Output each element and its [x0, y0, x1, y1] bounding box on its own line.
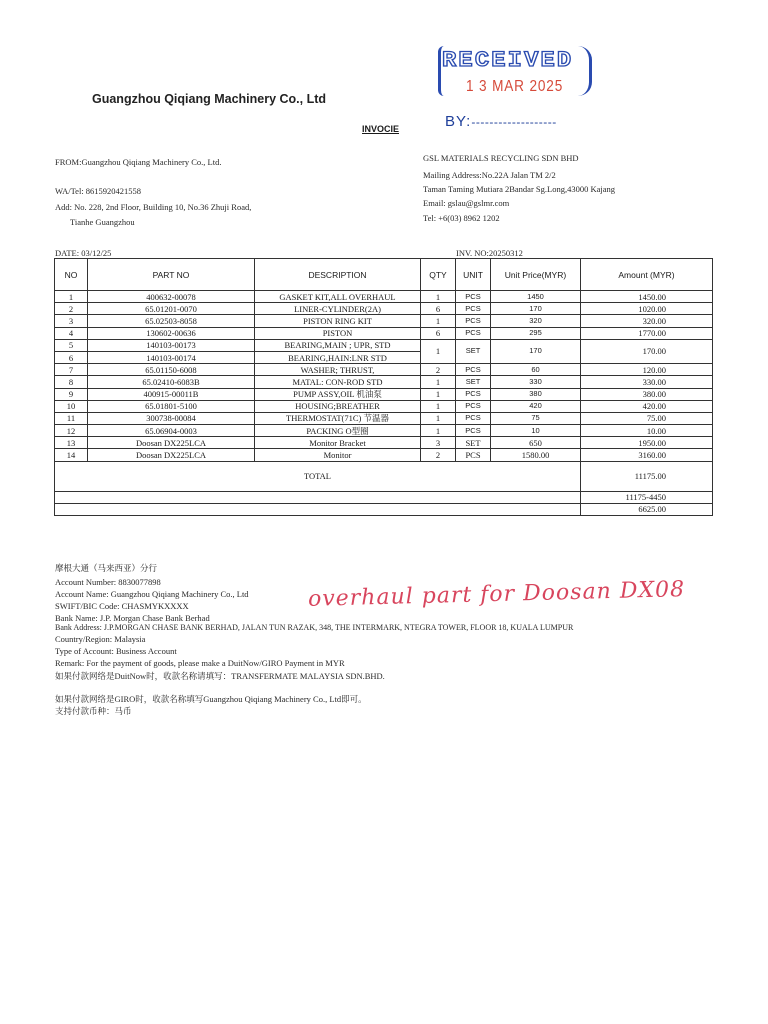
cell-part-no: Doosan DX225LCA — [88, 437, 255, 449]
cell-no: 6 — [55, 351, 88, 363]
cell-amount: 75.00 — [581, 412, 713, 424]
cell-unit-price: 170 — [491, 303, 581, 315]
cell-unit-price: 1450 — [491, 291, 581, 303]
bank-account-number: Account Number: 8830077898 — [55, 577, 161, 587]
cell-no: 2 — [55, 303, 88, 315]
bank-country: Country/Region: Malaysia — [55, 634, 146, 644]
table-header-row — [55, 259, 713, 291]
table-row — [55, 400, 713, 412]
cell-part-no: 140103-00173 — [88, 339, 255, 351]
cell-no: 1 — [55, 291, 88, 303]
cell-unit: SET — [456, 376, 491, 388]
cell-description: BEARING,MAIN ; UPR, STD — [255, 339, 421, 351]
table-row — [55, 339, 713, 351]
cell-amount: 120.00 — [581, 364, 713, 376]
cell-part-no: 65.06904-0003 — [88, 425, 255, 437]
cell-amount: 330.00 — [581, 376, 713, 388]
cell-unit-price: 650 — [491, 437, 581, 449]
cell-amount: 380.00 — [581, 388, 713, 400]
cell-no: 12 — [55, 425, 88, 437]
to-tel: Tel: +6(03) 8962 1202 — [423, 213, 500, 223]
cell-qty: 1 — [421, 388, 456, 400]
cell-part-no: 65.02410-6083B — [88, 376, 255, 388]
table-row — [55, 303, 713, 315]
cell-qty: 1 — [421, 376, 456, 388]
cell-qty: 1 — [421, 400, 456, 412]
cell-unit-price: 75 — [491, 412, 581, 424]
cell-part-no: 400632-00078 — [88, 291, 255, 303]
cell-unit: PCS — [456, 425, 491, 437]
duitnow-note: 如果付款网络是DuitNow时，收款名称请填写：TRANSFERMATE MALAYSIA SDN.BHD. — [55, 671, 385, 681]
cell-no: 10 — [55, 400, 88, 412]
cell-description: Monitor Bracket — [255, 437, 421, 449]
table-row — [55, 388, 713, 400]
table-row — [55, 291, 713, 303]
header-part-no: PART NO — [88, 259, 255, 291]
cell-amount: 1020.00 — [581, 303, 713, 315]
table-row — [55, 364, 713, 376]
cell-amount: 1450.00 — [581, 291, 713, 303]
cell-no: 11 — [55, 412, 88, 424]
cell-no: 7 — [55, 364, 88, 376]
invoice-date: DATE: 03/12/25 — [55, 248, 112, 258]
cell-part-no: 130602-00636 — [88, 327, 255, 339]
bank-swift: SWIFT/BIC Code: CHASMYKXXXX — [55, 601, 189, 611]
cell-qty: 1 — [421, 412, 456, 424]
cell-description: GASKET KIT,ALL OVERHAUL — [255, 291, 421, 303]
cell-description: THERMOSTAT(71C) 节温器 — [255, 412, 421, 424]
by-signature-line: ------------------- — [471, 115, 557, 129]
cell-amount: 170.00 — [581, 339, 713, 363]
cell-unit: PCS — [456, 412, 491, 424]
deduction-row — [55, 491, 713, 503]
cell-qty: 6 — [421, 327, 456, 339]
header-unit-price: Unit Price(MYR) — [491, 259, 581, 291]
payment-remark: Remark: For the payment of goods, please make a DuitNow/GIRO Payment in MYR — [55, 658, 345, 668]
bank-address: Bank Address: J.P.MORGAN CHASE BANK BERHAD, JALAN TUN RAZAK, 348, THE INTERMARK, NTEGRA TOWER, FLOOR 18, KUALA LUMPUR — [55, 623, 574, 632]
cell-part-no: 300738-00084 — [88, 412, 255, 424]
cell-description: WASHER; THRUST, — [255, 364, 421, 376]
cell-part-no: 140103-00174 — [88, 351, 255, 363]
cell-qty: 1 — [421, 425, 456, 437]
bank-account-name: Account Name: Guangzhou Qiqiang Machinery Co., Ltd — [55, 589, 249, 599]
to-mailing-address: Mailing Address:No.22A Jalan TM 2/2 — [423, 170, 556, 180]
cell-unit: SET — [456, 437, 491, 449]
cell-unit-price: 380 — [491, 388, 581, 400]
to-area: Taman Taming Mutiara 2Bandar Sg.Long,43000 Kajang — [423, 184, 615, 194]
deduction-expression: 11175-4450 — [581, 491, 713, 503]
bank-account-type: Type of Account: Business Account — [55, 646, 177, 656]
cell-description: BEARING,HAIN:LNR STD — [255, 351, 421, 363]
table-row — [55, 437, 713, 449]
balance-value: 6625.00 — [581, 503, 713, 515]
cell-unit: SET — [456, 339, 491, 363]
from-company: FROM:Guangzhou Qiqiang Machinery Co., Ltd. — [55, 157, 222, 167]
giro-note: 如果付款网络是GIRO时，收款名称填写Guangzhou Qiqiang Machinery Co., Ltd即可。 — [55, 694, 367, 704]
cell-unit-price: 295 — [491, 327, 581, 339]
cell-no: 13 — [55, 437, 88, 449]
cell-amount: 1950.00 — [581, 437, 713, 449]
cell-part-no: 65.01201-0070 — [88, 303, 255, 315]
cell-unit: PCS — [456, 315, 491, 327]
cell-description: HOUSING;BREATHER — [255, 400, 421, 412]
balance-blank — [55, 503, 581, 515]
cell-qty: 1 — [421, 339, 456, 363]
deduction-blank — [55, 491, 581, 503]
bank-name: Bank Name: J.P. Morgan Chase Bank Berhad — [55, 613, 210, 623]
cell-unit-price: 1580.00 — [491, 449, 581, 461]
from-address-line2: Tianhe Guangzhou — [70, 217, 135, 227]
cell-part-no: 65.01150-6008 — [88, 364, 255, 376]
cell-part-no: 400915-00011B — [88, 388, 255, 400]
cell-description: PUMP ASSY,OIL 机油泵 — [255, 388, 421, 400]
cell-description: PISTON — [255, 327, 421, 339]
header-unit: UNIT — [456, 259, 491, 291]
cell-description: PACKING O型圈 — [255, 425, 421, 437]
currency-note: 支持付款币种：马币 — [55, 706, 132, 716]
total-row — [55, 461, 713, 491]
cell-qty: 2 — [421, 449, 456, 461]
balance-row — [55, 503, 713, 515]
cell-description: Monitor — [255, 449, 421, 461]
company-name: Guangzhou Qiqiang Machinery Co., Ltd — [92, 92, 327, 106]
total-label: TOTAL — [55, 461, 581, 491]
items-table — [54, 258, 713, 516]
cell-unit: PCS — [456, 449, 491, 461]
cell-no: 9 — [55, 388, 88, 400]
cell-unit: PCS — [456, 291, 491, 303]
cell-amount: 420.00 — [581, 400, 713, 412]
cell-qty: 1 — [421, 291, 456, 303]
cell-no: 8 — [55, 376, 88, 388]
cell-unit-price: 10 — [491, 425, 581, 437]
cell-unit-price: 170 — [491, 339, 581, 363]
cell-unit: PCS — [456, 303, 491, 315]
cell-amount: 320.00 — [581, 315, 713, 327]
table-row — [55, 327, 713, 339]
to-company: GSL MATERIALS RECYCLING SDN BHD — [423, 153, 579, 163]
header-amount: Amount (MYR) — [581, 259, 713, 291]
table-row — [55, 449, 713, 461]
cell-qty: 2 — [421, 364, 456, 376]
from-address-line1: Add: No. 228, 2nd Floor, Building 10, No.36 Zhuji Road, — [55, 202, 252, 212]
received-stamp-date: 1 3 MAR 2025 — [466, 78, 564, 95]
cell-part-no: 65.02503-8058 — [88, 315, 255, 327]
cell-unit: PCS — [456, 400, 491, 412]
received-by-line — [445, 113, 557, 130]
cell-part-no: 65.01801-5100 — [88, 400, 255, 412]
cell-unit: PCS — [456, 364, 491, 376]
cell-description: MATAL: CON-ROD STD — [255, 376, 421, 388]
cell-no: 3 — [55, 315, 88, 327]
cell-qty: 3 — [421, 437, 456, 449]
cell-amount: 1770.00 — [581, 327, 713, 339]
cell-qty: 1 — [421, 315, 456, 327]
cell-amount: 10.00 — [581, 425, 713, 437]
received-stamp-word: RECEIVED — [442, 48, 574, 73]
cell-unit-price: 320 — [491, 315, 581, 327]
cell-unit-price: 420 — [491, 400, 581, 412]
invoice-number: INV. NO:20250312 — [456, 248, 523, 258]
cell-description: LINER-CYLINDER(2A) — [255, 303, 421, 315]
table-row — [55, 412, 713, 424]
cell-amount: 3160.00 — [581, 449, 713, 461]
header-description: DESCRIPTION — [255, 259, 421, 291]
table-row — [55, 425, 713, 437]
cell-part-no: Doosan DX225LCA — [88, 449, 255, 461]
cell-qty: 6 — [421, 303, 456, 315]
cell-unit: PCS — [456, 388, 491, 400]
cell-no: 5 — [55, 339, 88, 351]
from-wa-tel: WA/Tel: 8615920421558 — [55, 186, 142, 196]
document-title: INVOCIE — [362, 124, 400, 134]
total-value: 11175.00 — [581, 461, 713, 491]
cell-unit-price: 60 — [491, 364, 581, 376]
cell-unit-price: 330 — [491, 376, 581, 388]
handwritten-note: overhaul part for Doosan DX08 — [307, 577, 686, 612]
cell-no: 4 — [55, 327, 88, 339]
cell-unit: PCS — [456, 327, 491, 339]
by-label: BY: — [445, 113, 472, 130]
to-email: Email: gslau@gslmr.com — [423, 198, 510, 208]
header-qty: QTY — [421, 259, 456, 291]
bank-chinese-name: 摩根大通（马来西亚）分行 — [55, 563, 158, 573]
table-row — [55, 376, 713, 388]
table-row — [55, 315, 713, 327]
cell-description: PISTON RING KIT — [255, 315, 421, 327]
header-no: NO — [55, 259, 88, 291]
cell-no: 14 — [55, 449, 88, 461]
